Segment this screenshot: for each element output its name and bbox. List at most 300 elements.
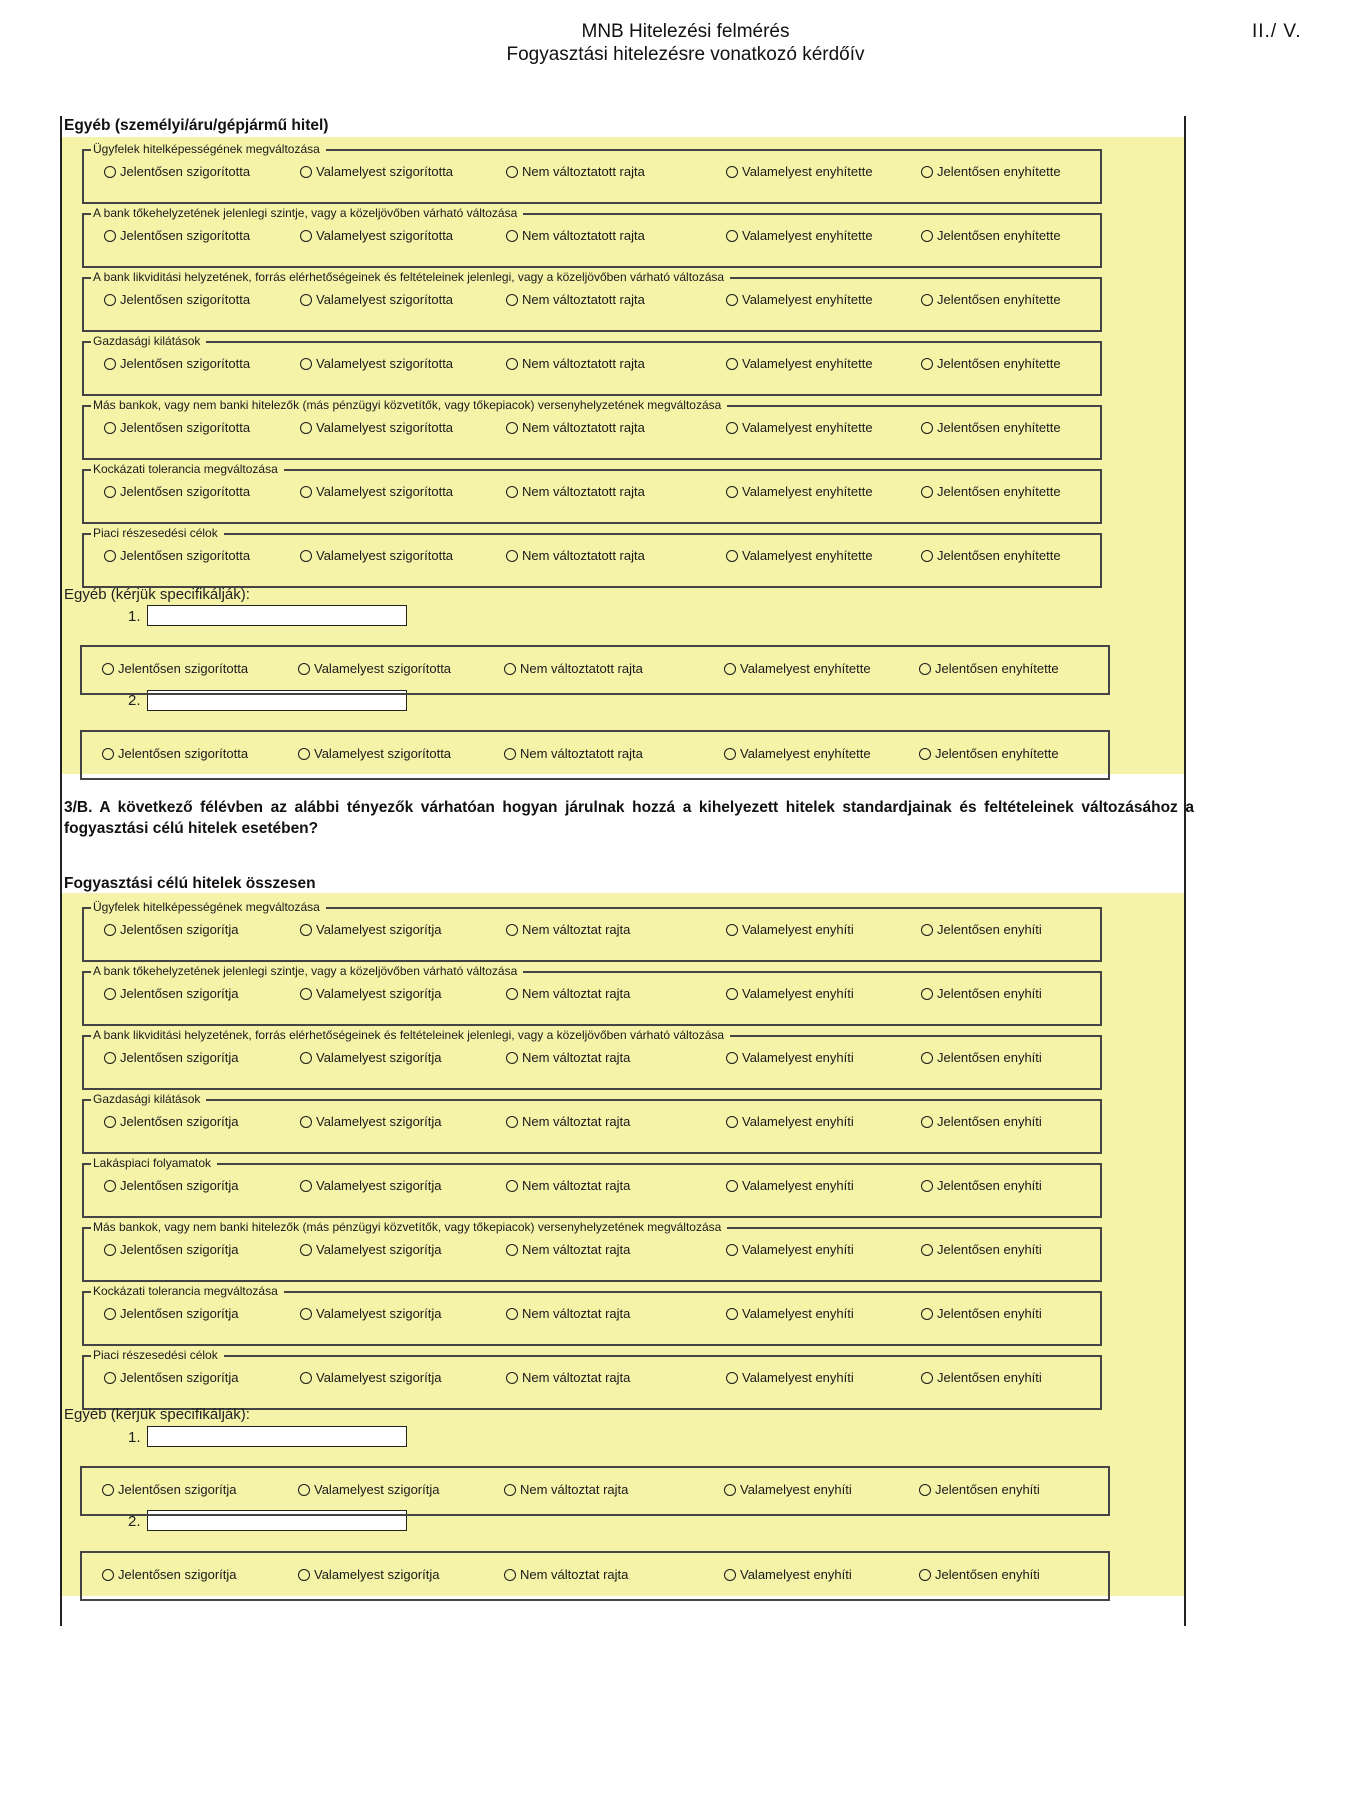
rating-option-label: Nem változtatott rajta [522, 228, 645, 243]
factor-label: Kockázati tolerancia megváltozása [91, 461, 284, 477]
rating-option-label: Valamelyest szigorítja [316, 1178, 442, 1193]
rating-option-label: Valamelyest enyhíti [742, 986, 854, 1001]
radio-button-icon[interactable] [724, 1484, 736, 1496]
rating-option-label: Valamelyest szigorítja [316, 1050, 442, 1065]
rating-option-label: Jelentősen enyhítette [937, 356, 1061, 371]
factor-group [82, 334, 1102, 396]
rating-option[interactable] [506, 420, 645, 435]
rating-option-label: Jelentősen enyhíti [937, 922, 1042, 937]
rating-option-label: Nem változtat rajta [522, 1050, 631, 1065]
rating-option-label: Nem változtat rajta [522, 1370, 631, 1385]
rating-option[interactable] [921, 1178, 1042, 1193]
radio-button-icon[interactable] [104, 294, 116, 306]
rating-option[interactable] [104, 1178, 239, 1193]
rating-option[interactable] [104, 1050, 239, 1065]
rating-option[interactable] [298, 661, 451, 676]
rating-option[interactable] [921, 1370, 1042, 1385]
rating-option[interactable] [300, 1242, 441, 1257]
radio-button-icon[interactable] [506, 294, 518, 306]
radio-button-icon[interactable] [300, 1308, 312, 1320]
section2-title: Fogyasztási célú hitelek összesen [64, 875, 316, 892]
radio-button-icon[interactable] [298, 748, 310, 760]
rating-option-label: Valamelyest szigorította [316, 548, 454, 563]
radio-button-icon[interactable] [504, 748, 516, 760]
rating-option-label: Nem változtatott rajta [520, 661, 643, 676]
rating-option[interactable] [921, 356, 1061, 371]
radio-button-icon[interactable] [506, 988, 518, 1000]
radio-button-icon[interactable] [506, 1180, 518, 1192]
rating-option[interactable] [504, 746, 643, 761]
rating-option[interactable] [504, 1567, 628, 1582]
radio-button-icon[interactable] [726, 486, 738, 498]
rating-option[interactable] [726, 1114, 854, 1129]
radio-button-icon[interactable] [300, 486, 312, 498]
radio-button-icon[interactable] [921, 166, 933, 178]
radio-button-icon[interactable] [506, 1052, 518, 1064]
rating-option[interactable] [921, 1306, 1042, 1321]
radio-button-icon[interactable] [104, 230, 116, 242]
radio-button-icon[interactable] [921, 422, 933, 434]
rating-option-label: Jelentősen enyhíti [937, 1178, 1042, 1193]
factor-label: Más bankok, vagy nem banki hitelezők (más pénzügyi közvetítők, vagy tőkepiacok) versenyhelyzetének megváltozása [91, 397, 727, 413]
radio-button-icon[interactable] [726, 422, 738, 434]
factor-group [82, 398, 1102, 460]
radio-button-icon[interactable] [104, 1116, 116, 1128]
rating-option-label: Jelentősen enyhíti [935, 1482, 1040, 1497]
rating-option[interactable] [300, 228, 453, 243]
radio-button-icon[interactable] [504, 1484, 516, 1496]
radio-button-icon[interactable] [921, 1244, 933, 1256]
radio-button-icon[interactable] [104, 486, 116, 498]
rating-option-label: Valamelyest enyhíti [740, 1567, 852, 1582]
rating-option[interactable] [921, 484, 1061, 499]
radio-button-icon[interactable] [102, 748, 114, 760]
radio-button-icon[interactable] [104, 924, 116, 936]
rating-option-label: Valamelyest szigorítja [314, 1567, 440, 1582]
radio-button-icon[interactable] [300, 550, 312, 562]
rating-option-label: Valamelyest szigorítja [316, 986, 442, 1001]
section2-other-number-1: 1. [128, 1429, 141, 1446]
rating-option[interactable] [104, 986, 239, 1001]
factor-group [82, 1028, 1102, 1090]
rating-option-label: Jelentősen enyhíti [937, 986, 1042, 1001]
rating-option-label: Valamelyest szigorítja [316, 922, 442, 937]
rating-option[interactable] [300, 548, 453, 563]
rating-option[interactable] [104, 356, 250, 371]
rating-option[interactable] [919, 661, 1059, 676]
section1-title: Egyéb (személyi/áru/gépjármű hitel) [64, 117, 329, 134]
rating-option-label: Valamelyest szigorította [316, 484, 454, 499]
rating-option[interactable] [726, 356, 873, 371]
radio-button-icon[interactable] [104, 550, 116, 562]
rating-option-label: Jelentősen enyhíti [937, 1114, 1042, 1129]
rating-option-label: Jelentősen szigorítja [120, 1242, 239, 1257]
section2-other-input-1[interactable] [147, 1426, 407, 1447]
radio-button-icon[interactable] [919, 1569, 931, 1581]
factor-group [82, 270, 1102, 332]
rating-option-label: Valamelyest szigorította [316, 164, 454, 179]
rating-option-label: Jelentősen enyhítette [935, 746, 1059, 761]
factor-label: A bank tőkehelyzetének jelenlegi szintje, vagy a közeljövőben várható változása [91, 205, 523, 221]
radio-button-icon[interactable] [726, 550, 738, 562]
rating-option-label: Jelentősen szigorítja [118, 1567, 237, 1582]
factor-group [82, 1156, 1102, 1218]
radio-button-icon[interactable] [921, 924, 933, 936]
rating-option[interactable] [921, 1242, 1042, 1257]
radio-button-icon[interactable] [102, 1484, 114, 1496]
rating-option[interactable] [102, 1482, 237, 1497]
rating-option[interactable] [921, 1050, 1042, 1065]
rating-option-label: Valamelyest szigorította [316, 356, 454, 371]
factor-label: Ügyfelek hitelképességének megváltozása [91, 899, 326, 915]
rating-option[interactable] [726, 228, 873, 243]
rating-option[interactable] [506, 1370, 630, 1385]
radio-button-icon[interactable] [726, 1180, 738, 1192]
question-3b: 3/B. A következő félévben az alábbi tényezők várhatóan hogyan járulnak hozzá a kihelyezett hitelek standardjainak és feltételeinek változásához a fogyasztási célú hitelek esetében? [64, 799, 1194, 837]
radio-button-icon[interactable] [506, 1308, 518, 1320]
rating-option-label: Nem változtat rajta [520, 1482, 629, 1497]
rating-option[interactable] [506, 164, 645, 179]
radio-button-icon[interactable] [300, 1372, 312, 1384]
radio-button-icon[interactable] [104, 1180, 116, 1192]
rating-option[interactable] [104, 164, 250, 179]
rating-option[interactable] [724, 1482, 852, 1497]
rating-option[interactable] [921, 922, 1042, 937]
radio-button-icon[interactable] [104, 1372, 116, 1384]
rating-option-label: Nem változtatott rajta [522, 356, 645, 371]
rating-option[interactable] [104, 292, 250, 307]
radio-button-icon[interactable] [506, 166, 518, 178]
right-border-line [1184, 116, 1186, 1626]
radio-button-icon[interactable] [506, 550, 518, 562]
rating-option[interactable] [300, 1306, 441, 1321]
factor-label: Gazdasági kilátások [91, 333, 206, 349]
factor-label: A bank tőkehelyzetének jelenlegi szintje, vagy a közeljövőben várható változása [91, 963, 523, 979]
radio-button-icon[interactable] [104, 1244, 116, 1256]
radio-button-icon[interactable] [102, 663, 114, 675]
radio-button-icon[interactable] [724, 1569, 736, 1581]
rating-option[interactable] [921, 548, 1061, 563]
rating-option[interactable] [298, 1567, 439, 1582]
rating-option[interactable] [102, 1567, 237, 1582]
rating-option-label: Valamelyest enyhíti [742, 1306, 854, 1321]
radio-button-icon[interactable] [506, 486, 518, 498]
radio-button-icon[interactable] [726, 358, 738, 370]
radio-button-icon[interactable] [919, 663, 931, 675]
other-factor-group [80, 1466, 1110, 1516]
radio-button-icon[interactable] [300, 1052, 312, 1064]
rating-option-label: Valamelyest enyhíti [742, 1050, 854, 1065]
radio-button-icon[interactable] [300, 422, 312, 434]
radio-button-icon[interactable] [300, 294, 312, 306]
rating-option-label: Jelentősen enyhítette [937, 228, 1061, 243]
radio-button-icon[interactable] [506, 1244, 518, 1256]
rating-option[interactable] [102, 746, 248, 761]
rating-option[interactable] [104, 484, 250, 499]
rating-option-label: Jelentősen enyhíti [937, 1242, 1042, 1257]
rating-option-label: Valamelyest szigorítja [316, 1370, 442, 1385]
rating-option[interactable] [921, 420, 1061, 435]
rating-option-label: Valamelyest enyhítette [742, 420, 873, 435]
radio-button-icon[interactable] [921, 1180, 933, 1192]
rating-option[interactable] [104, 228, 250, 243]
radio-button-icon[interactable] [726, 988, 738, 1000]
radio-button-icon[interactable] [104, 422, 116, 434]
rating-option[interactable] [104, 1370, 239, 1385]
rating-option-label: Valamelyest szigorította [316, 292, 454, 307]
radio-button-icon[interactable] [504, 663, 516, 675]
rating-option[interactable] [506, 1242, 630, 1257]
factor-group [82, 1220, 1102, 1282]
radio-button-icon[interactable] [921, 988, 933, 1000]
rating-option[interactable] [506, 292, 645, 307]
factor-group [82, 1284, 1102, 1346]
rating-option[interactable] [726, 922, 854, 937]
factor-label: A bank likviditási helyzetének, forrás elérhetőségeinek és feltételeinek jelenlegi, vagy a közeljövőben várható változása [91, 269, 730, 285]
rating-option-label: Jelentősen szigorította [120, 356, 251, 371]
section1-other-label: Egyéb (kérjük specifikálják): [64, 586, 250, 603]
radio-button-icon[interactable] [726, 230, 738, 242]
rating-option-label: Valamelyest szigorította [314, 661, 452, 676]
rating-option[interactable] [104, 420, 250, 435]
rating-option-label: Jelentősen enyhíti [937, 1050, 1042, 1065]
rating-option-label: Nem változtatott rajta [522, 164, 645, 179]
radio-button-icon[interactable] [921, 1116, 933, 1128]
rating-option-label: Nem változtat rajta [522, 1178, 631, 1193]
radio-button-icon[interactable] [726, 1116, 738, 1128]
rating-option-label: Jelentősen szigorítja [120, 1178, 239, 1193]
radio-button-icon[interactable] [298, 1484, 310, 1496]
radio-button-icon[interactable] [104, 988, 116, 1000]
rating-option[interactable] [102, 661, 248, 676]
radio-button-icon[interactable] [921, 486, 933, 498]
section1-other-input-1[interactable] [147, 605, 407, 626]
radio-button-icon[interactable] [919, 1484, 931, 1496]
rating-option-label: Jelentősen enyhítette [937, 292, 1061, 307]
rating-option[interactable] [726, 1242, 854, 1257]
rating-option[interactable] [506, 1114, 630, 1129]
radio-button-icon[interactable] [300, 358, 312, 370]
factor-group [82, 526, 1102, 588]
rating-option-label: Nem változtatott rajta [522, 484, 645, 499]
radio-button-icon[interactable] [726, 294, 738, 306]
rating-option[interactable] [506, 548, 645, 563]
rating-option[interactable] [724, 746, 871, 761]
rating-option[interactable] [506, 986, 630, 1001]
factor-label: A bank likviditási helyzetének, forrás elérhetőségeinek és feltételeinek jelenlegi, vagy a közeljövőben várható változása [91, 1027, 730, 1043]
factor-label: Lakáspiaci folyamatok [91, 1155, 217, 1171]
rating-option[interactable] [300, 292, 453, 307]
rating-option[interactable] [298, 746, 451, 761]
rating-option[interactable] [300, 1050, 441, 1065]
radio-button-icon[interactable] [726, 1308, 738, 1320]
rating-option[interactable] [300, 356, 453, 371]
rating-option[interactable] [726, 986, 854, 1001]
header-title [0, 20, 1371, 66]
rating-option-label: Jelentősen enyhítette [935, 661, 1059, 676]
rating-option[interactable] [300, 1178, 441, 1193]
radio-button-icon[interactable] [298, 663, 310, 675]
rating-option-label: Nem változtat rajta [520, 1567, 629, 1582]
rating-option-label: Jelentősen szigorítja [120, 1370, 239, 1385]
rating-option[interactable] [300, 1370, 441, 1385]
rating-option-label: Valamelyest enyhítette [742, 548, 873, 563]
page-number: II./ V. [1252, 21, 1302, 42]
radio-button-icon[interactable] [104, 358, 116, 370]
rating-option[interactable] [726, 548, 873, 563]
radio-button-icon[interactable] [300, 230, 312, 242]
factor-label: Kockázati tolerancia megváltozása [91, 1283, 284, 1299]
radio-button-icon[interactable] [726, 1372, 738, 1384]
rating-option[interactable] [921, 1114, 1042, 1129]
rating-option-label: Jelentősen enyhíti [935, 1567, 1040, 1582]
rating-option-label: Nem változtat rajta [522, 986, 631, 1001]
rating-option[interactable] [506, 1050, 630, 1065]
rating-option-label: Valamelyest enyhítette [742, 292, 873, 307]
radio-button-icon[interactable] [300, 1116, 312, 1128]
radio-button-icon[interactable] [726, 166, 738, 178]
factor-label: Ügyfelek hitelképességének megváltozása [91, 141, 326, 157]
rating-option[interactable] [300, 484, 453, 499]
radio-button-icon[interactable] [300, 1244, 312, 1256]
rating-option[interactable] [919, 1482, 1040, 1497]
radio-button-icon[interactable] [506, 422, 518, 434]
rating-option-label: Valamelyest szigorítja [316, 1306, 442, 1321]
rating-option[interactable] [726, 164, 873, 179]
radio-button-icon[interactable] [506, 1116, 518, 1128]
rating-option-label: Valamelyest szigorítja [314, 1482, 440, 1497]
factor-group [82, 1092, 1102, 1154]
rating-option-label: Jelentősen szigorítja [120, 1306, 239, 1321]
rating-option-label: Jelentősen szigorítja [120, 922, 239, 937]
rating-option[interactable] [506, 922, 630, 937]
rating-option-label: Valamelyest enyhítette [742, 164, 873, 179]
rating-option[interactable] [726, 1306, 854, 1321]
radio-button-icon[interactable] [104, 1308, 116, 1320]
radio-button-icon[interactable] [104, 1052, 116, 1064]
rating-option[interactable] [300, 1114, 441, 1129]
rating-option-label: Nem változtat rajta [522, 1114, 631, 1129]
radio-button-icon[interactable] [300, 988, 312, 1000]
rating-option[interactable] [919, 746, 1059, 761]
rating-option[interactable] [300, 420, 453, 435]
rating-option[interactable] [726, 484, 873, 499]
header-title-line2: Fogyasztási hitelezésre vonatkozó kérdőív [506, 44, 865, 65]
radio-button-icon[interactable] [506, 230, 518, 242]
rating-option[interactable] [506, 1178, 630, 1193]
factor-label: Más bankok, vagy nem banki hitelezők (más pénzügyi közvetítők, vagy tőkepiacok) versenyhelyzetének megváltozása [91, 1219, 727, 1235]
rating-option[interactable] [104, 548, 250, 563]
radio-button-icon[interactable] [300, 1180, 312, 1192]
rating-option[interactable] [921, 292, 1061, 307]
radio-button-icon[interactable] [104, 166, 116, 178]
radio-button-icon[interactable] [504, 1569, 516, 1581]
radio-button-icon[interactable] [102, 1569, 114, 1581]
section2-other-number-2: 2. [128, 1513, 141, 1530]
radio-button-icon[interactable] [921, 1052, 933, 1064]
rating-option[interactable] [726, 1050, 854, 1065]
radio-button-icon[interactable] [724, 663, 736, 675]
rating-option[interactable] [726, 420, 873, 435]
rating-option[interactable] [506, 356, 645, 371]
rating-option-label: Jelentősen szigorítja [120, 986, 239, 1001]
factor-group [82, 900, 1102, 962]
rating-option[interactable] [506, 1306, 630, 1321]
rating-option[interactable] [724, 661, 871, 676]
radio-button-icon[interactable] [300, 166, 312, 178]
rating-option[interactable] [921, 228, 1061, 243]
rating-option-label: Jelentősen enyhítette [937, 420, 1061, 435]
other-factor-group [80, 730, 1110, 780]
rating-option[interactable] [726, 1178, 854, 1193]
rating-option[interactable] [921, 164, 1061, 179]
rating-option[interactable] [919, 1567, 1040, 1582]
factor-label: Piaci részesedési célok [91, 1347, 224, 1363]
rating-option[interactable] [300, 164, 453, 179]
rating-option[interactable] [506, 228, 645, 243]
radio-button-icon[interactable] [921, 230, 933, 242]
rating-option-label: Jelentősen szigorította [120, 292, 251, 307]
rating-option[interactable] [104, 1114, 239, 1129]
rating-option-label: Jelentősen szigorította [120, 228, 251, 243]
rating-option-label: Nem változtatott rajta [522, 420, 645, 435]
rating-option[interactable] [506, 484, 645, 499]
section2-other-label: Egyéb (kérjük specifikálják): [64, 1406, 250, 1423]
rating-option-label: Jelentősen szigorította [120, 484, 251, 499]
header-title-line1: MNB Hitelezési felmérés [581, 21, 790, 42]
radio-button-icon[interactable] [298, 1569, 310, 1581]
rating-option[interactable] [726, 1370, 854, 1385]
rating-option[interactable] [298, 1482, 439, 1497]
rating-option-label: Valamelyest szigorította [316, 228, 454, 243]
radio-button-icon[interactable] [921, 294, 933, 306]
rating-option[interactable] [104, 1306, 239, 1321]
radio-button-icon[interactable] [724, 748, 736, 760]
rating-option-label: Jelentősen szigorította [120, 164, 251, 179]
rating-option[interactable] [504, 661, 643, 676]
rating-option[interactable] [104, 922, 239, 937]
radio-button-icon[interactable] [921, 1308, 933, 1320]
rating-option[interactable] [726, 292, 873, 307]
rating-option[interactable] [921, 986, 1042, 1001]
rating-option-label: Nem változtatott rajta [522, 292, 645, 307]
rating-option-label: Jelentősen enyhítette [937, 164, 1061, 179]
radio-button-icon[interactable] [726, 1052, 738, 1064]
rating-option-label: Valamelyest enyhítette [740, 746, 871, 761]
rating-option-label: Nem változtat rajta [522, 1306, 631, 1321]
rating-option-label: Valamelyest szigorítja [316, 1242, 442, 1257]
radio-button-icon[interactable] [921, 1372, 933, 1384]
factor-label: Piaci részesedési célok [91, 525, 224, 541]
radio-button-icon[interactable] [506, 358, 518, 370]
rating-option-label: Nem változtatott rajta [522, 548, 645, 563]
radio-button-icon[interactable] [921, 550, 933, 562]
radio-button-icon[interactable] [726, 924, 738, 936]
radio-button-icon[interactable] [506, 1372, 518, 1384]
rating-option[interactable] [300, 922, 441, 937]
radio-button-icon[interactable] [300, 924, 312, 936]
rating-option[interactable] [104, 1242, 239, 1257]
rating-option-label: Jelentősen szigorítja [118, 1482, 237, 1497]
radio-button-icon[interactable] [921, 358, 933, 370]
radio-button-icon[interactable] [506, 924, 518, 936]
rating-option[interactable] [504, 1482, 628, 1497]
rating-option-label: Jelentősen szigorítja [120, 1050, 239, 1065]
radio-button-icon[interactable] [726, 1244, 738, 1256]
rating-option[interactable] [300, 986, 441, 1001]
radio-button-icon[interactable] [919, 748, 931, 760]
rating-option[interactable] [724, 1567, 852, 1582]
